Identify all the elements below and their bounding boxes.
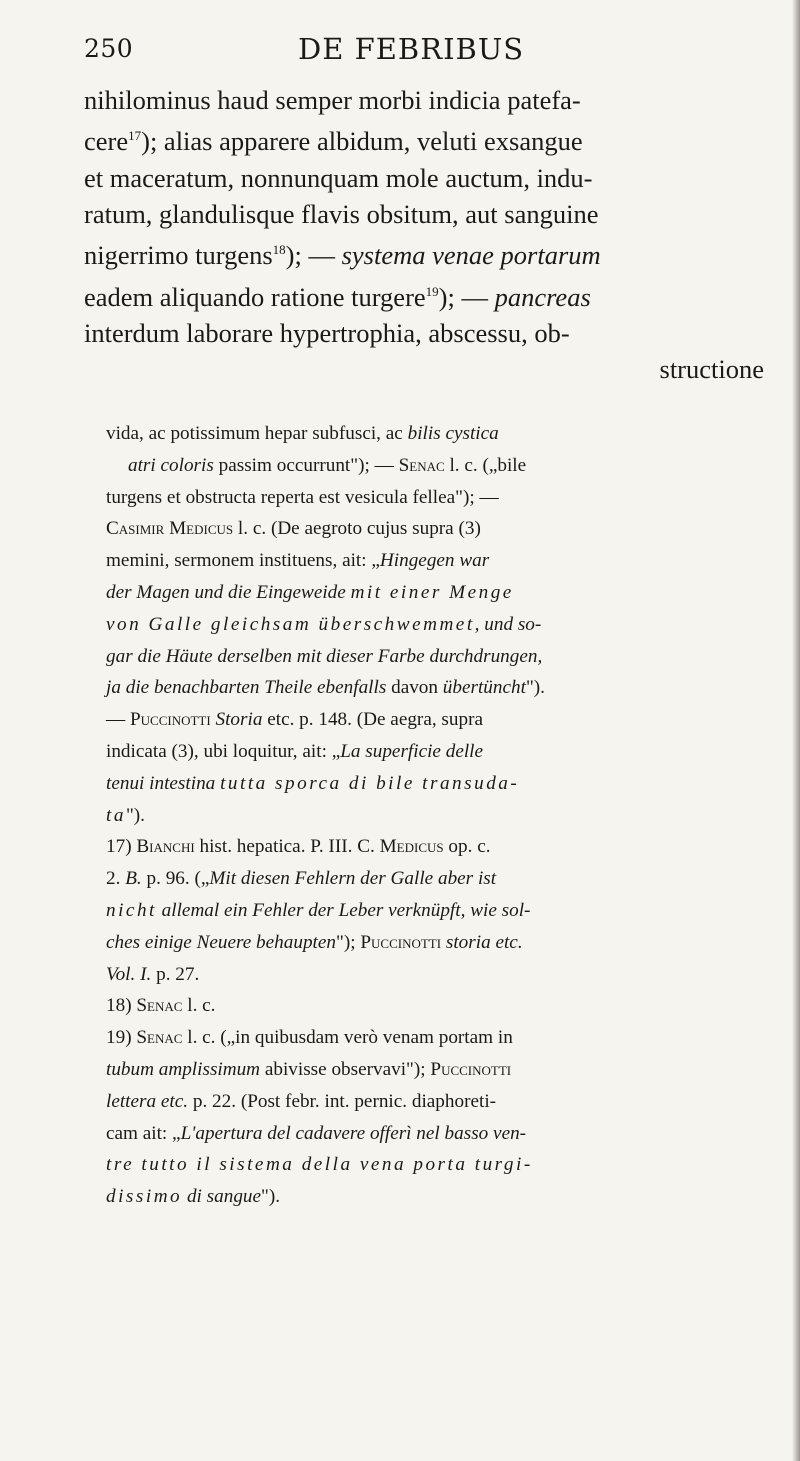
main-text	[84, 82, 764, 388]
note-line: tenui intestina tutta sporca di bile transuda-	[106, 772, 520, 794]
note-line: nicht allemal ein Fehler der Leber verknüpft, wie sol-	[106, 899, 531, 921]
footnote-17: 17) Bianchi hist. hepatica. P. III. C. Medicus op. c.	[106, 836, 491, 858]
text-line: nigerrimo turgens$^{18}$); — systema venae portarum	[84, 240, 601, 271]
text-line: interdum laborare hypertrophia, abscessu, ob-	[84, 317, 570, 348]
note-line: dissimo di sangue").	[106, 1186, 281, 1208]
page-number: 250	[84, 34, 134, 63]
note-line: der Magen und die Eingeweide mit einer Menge	[106, 581, 514, 603]
footnote-ref: 18	[272, 242, 286, 258]
note-line: ja die benachbarten Theile ebenfalls davon übertüncht").	[106, 677, 545, 699]
text-line: ratum, glandulisque flavis obsitum, aut sanguine	[84, 199, 599, 230]
note-line: ta").	[106, 804, 145, 826]
note-line: tubum amplissimum abivisse observavi"); Puccinotti	[106, 1058, 512, 1080]
text-line: cere$^{17}$); alias apparere albidum, veluti exsangue	[84, 126, 583, 157]
note-line: atri coloris passim occurrunt"); — Senac l. c. („bile	[128, 454, 527, 476]
footnotes	[106, 418, 766, 1213]
note-line: vida, ac potissimum hepar subfusci, ac bilis cystica	[106, 423, 499, 444]
note-line: gar die Häute derselben mit dieser Farbe durchdrungen,	[106, 645, 543, 667]
text-line: structione	[659, 354, 764, 385]
running-title: DE FEBRIBUS	[298, 32, 525, 66]
page-edge-shadow	[792, 0, 800, 1461]
text-line: nihilominus haud semper morbi indicia patefa-	[84, 85, 581, 115]
note-line: von Galle gleichsam überschwemmet, und so-	[106, 613, 542, 635]
footnote-18: 18) Senac l. c.	[106, 995, 216, 1017]
note-line: ches einige Neuere behaupten"); Puccinotti storia etc.	[106, 931, 523, 953]
note-line: lettera etc. p. 22. (Post febr. int. pernic. diaphoreti-	[106, 1090, 497, 1112]
note-line: 2. B. p. 96. („Mit diesen Fehlern der Galle aber ist	[106, 868, 497, 890]
footnote-ref: 17	[128, 128, 142, 144]
text-line: et maceratum, nonnunquam mole auctum, indu-	[84, 162, 593, 193]
text-line: eadem aliquando ratione turgere$^{19}$); — pancreas	[84, 281, 591, 312]
note-line: tre tutto il sistema della vena porta turgi-	[106, 1154, 533, 1176]
footnote-19: 19) Senac l. c. („in quibusdam verò venam portam in	[106, 1027, 513, 1049]
note-line: — Puccinotti Storia etc. p. 148. (De aegra, supra	[106, 709, 483, 731]
note-line: indicata (3), ubi loquitur, ait: „La superficie delle	[106, 740, 484, 762]
note-line: Vol. I. p. 27.	[106, 963, 200, 985]
footnote-ref: 19	[425, 283, 439, 299]
note-line: memini, sermonem instituens, ait: „Hingegen war	[106, 550, 490, 572]
note-line: cam ait: „L'apertura del cadavere offerì nel basso ven-	[106, 1122, 527, 1144]
page-header	[84, 34, 740, 74]
note-line: Casimir Medicus l. c. (De aegroto cujus supra (3)	[106, 518, 481, 540]
note-line: turgens et obstructa reperta est vesicula fellea"); —	[106, 486, 499, 508]
